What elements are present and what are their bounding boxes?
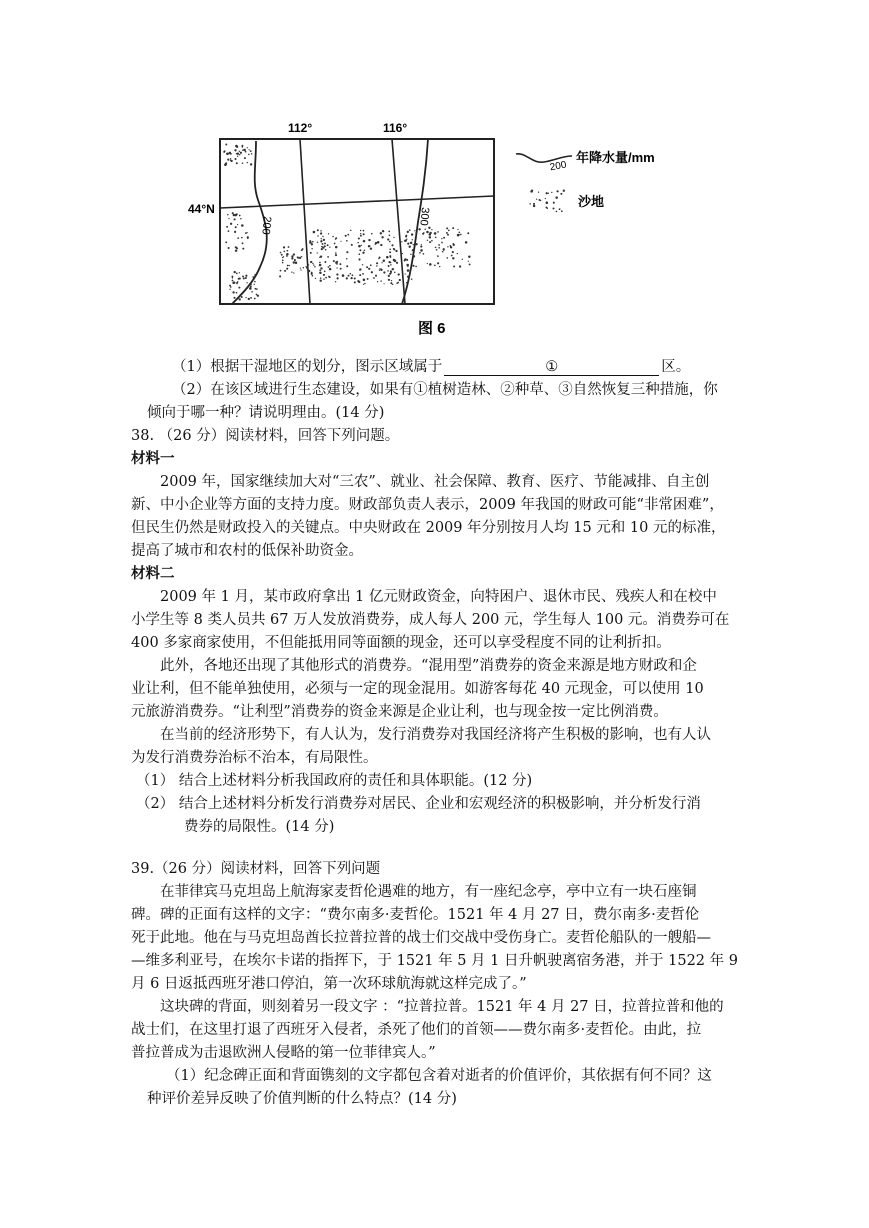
- legend-sand-label: 沙地: [578, 194, 605, 209]
- legend-isohyet-value: 200: [548, 159, 568, 174]
- q39-line: 死于此地。他在与马克坦岛酋长拉普拉普的战士们交战中受伤身亡。麦哲伦船队的一艘船—: [131, 930, 711, 946]
- q38-m1-line: 但民生仍然是财政投入的关键点。中央财政在 2009 年分别按月人均 15 元和 10 元的标准，: [131, 520, 726, 536]
- longitude-line-112: [300, 139, 310, 304]
- q38-m2-line: 元旅游消费券。“让利型”消费券的资金来源是企业让利，也与现金按一定比例消费。: [131, 704, 668, 720]
- q37-sub2-line1: （2）在该区域进行生态建设，如果有①植树造林、②种草、③自然恢复三种措施，你: [172, 382, 718, 398]
- q37-sub1: [172, 356, 690, 378]
- sand-dots: [223, 144, 470, 301]
- q39-line: 碑。碑的正面有这样的文字：“费尔南多·麦哲伦。1521 年 4 月 27 日，费尔南多·麦哲伦: [131, 907, 700, 923]
- q38-m1-line: 新、中小企业等方面的支持力度。财政部负责人表示，2009 年我国的财政可能“非常困难”，: [131, 497, 724, 513]
- lon-label-116: 116°: [383, 121, 408, 135]
- q38-m2-line: 业让利，但不能单独使用，必须与一定的现金混用。如游客每花 40 元现金，可以使用 10: [131, 681, 704, 697]
- q38-question-1: （1） 结合上述材料分析我国政府的责任和具体职能。(12 分): [136, 773, 533, 789]
- legend-isohyet-label: 年降水量/mm: [576, 150, 655, 165]
- q39-line: 月 6 日返抵西班牙港口停泊，第一次环球航海就这样完成了。”: [131, 976, 527, 992]
- q38-material1-title: 材料一: [131, 450, 175, 467]
- q38-m2-line: 此外，各地还出现了其他形式的消费券。“混用型”消费券的资金来源是地方财政和企: [160, 658, 697, 674]
- q39-line: 在菲律宾马克坦岛上航海家麦哲伦遇难的地方，有一座纪念亭，亭中立有一块石座铜: [160, 884, 697, 900]
- q38-m2-line: 在当前的经济形势下，有人认为，发行消费券对我国经济将产生积极的影响，也有人认: [160, 727, 711, 743]
- q39-question-1-cont: 种评价差异反映了价值判断的什么特点？(14 分): [147, 1091, 457, 1107]
- q38-m2-line: 为发行消费券治标不治本，有局限性。: [131, 750, 378, 766]
- q38-material2-title: 材料二: [131, 565, 175, 582]
- lat-label-44n: 44°N: [188, 202, 215, 216]
- q38-m1-line: 提高了城市和农村的低保补助资金。: [131, 543, 363, 559]
- q37-sub1-prompt: （1）根据干湿地区的划分，图示区域属于: [172, 359, 443, 375]
- q38-m2-line: 400 多家商家使用，不但能抵用同等面额的现金，还可以享受程度不同的让利折扣。: [131, 635, 671, 651]
- q38-question-2: （2） 结合上述材料分析发行消费券对居民、企业和宏观经济的积极影响，并分析发行消: [136, 796, 701, 812]
- isohyet-300-label: 300: [417, 206, 431, 227]
- q38-m2-line: 2009 年 1 月，某市政府拿出 1 亿元财政资金，向特困户、退休市民、残疾人和在校中: [160, 589, 717, 605]
- q38-m1-line: 2009 年，国家继续加大对“三农”、就业、社会保障、教育、医疗、节能减排、自主创: [160, 474, 710, 490]
- q39-line: 这块碑的背面，则刻着另一段文字 ：“拉普拉普。1521 年 4 月 27 日，拉普拉普和他的: [160, 999, 724, 1015]
- longitude-line-116: [392, 139, 405, 304]
- q39-header: 39.（26 分）阅读材料，回答下列问题: [131, 861, 381, 877]
- q37-sub1-suffix: 区。: [661, 359, 691, 375]
- q39-line: 普拉普成为击退欧洲人侵略的第一位菲律宾人。”: [131, 1045, 436, 1061]
- q38-header: 38. （26 分）阅读材料，回答下列问题。: [131, 428, 400, 444]
- q39-line: —维多利亚号，在埃尔卡诺的指挥下，于 1521 年 5 月 1 日升帆驶离宿务港，并于 1522 年 9: [131, 953, 738, 969]
- isohyet-200-label: 200: [259, 215, 273, 236]
- lon-label-112: 112°: [288, 121, 313, 135]
- q37-answer-blank[interactable]: ①: [444, 359, 659, 376]
- figure-caption: 图 6: [418, 320, 446, 337]
- q39-line: 战士们，在这里打退了西班牙入侵者，杀死了他们的首领——费尔南多·麦哲伦。由此，拉: [131, 1022, 702, 1038]
- q37-sub2-line2: 倾向于哪一种？请说明理由。(14 分): [147, 405, 385, 421]
- legend-sand-symbol: [529, 189, 565, 212]
- q38-question-2-cont: 费券的局限性。(14 分): [184, 819, 335, 835]
- q38-m2-line: 小学生等 8 类人员共 67 万人发放消费券，成人每人 200 元，学生每人 100 元。消费券可在: [131, 612, 730, 628]
- q39-question-1: （1）纪念碑正面和背面镌刻的文字都包含着对逝者的价值评价，其依据有何不同？这: [166, 1068, 712, 1084]
- figure-6-map: [160, 112, 700, 344]
